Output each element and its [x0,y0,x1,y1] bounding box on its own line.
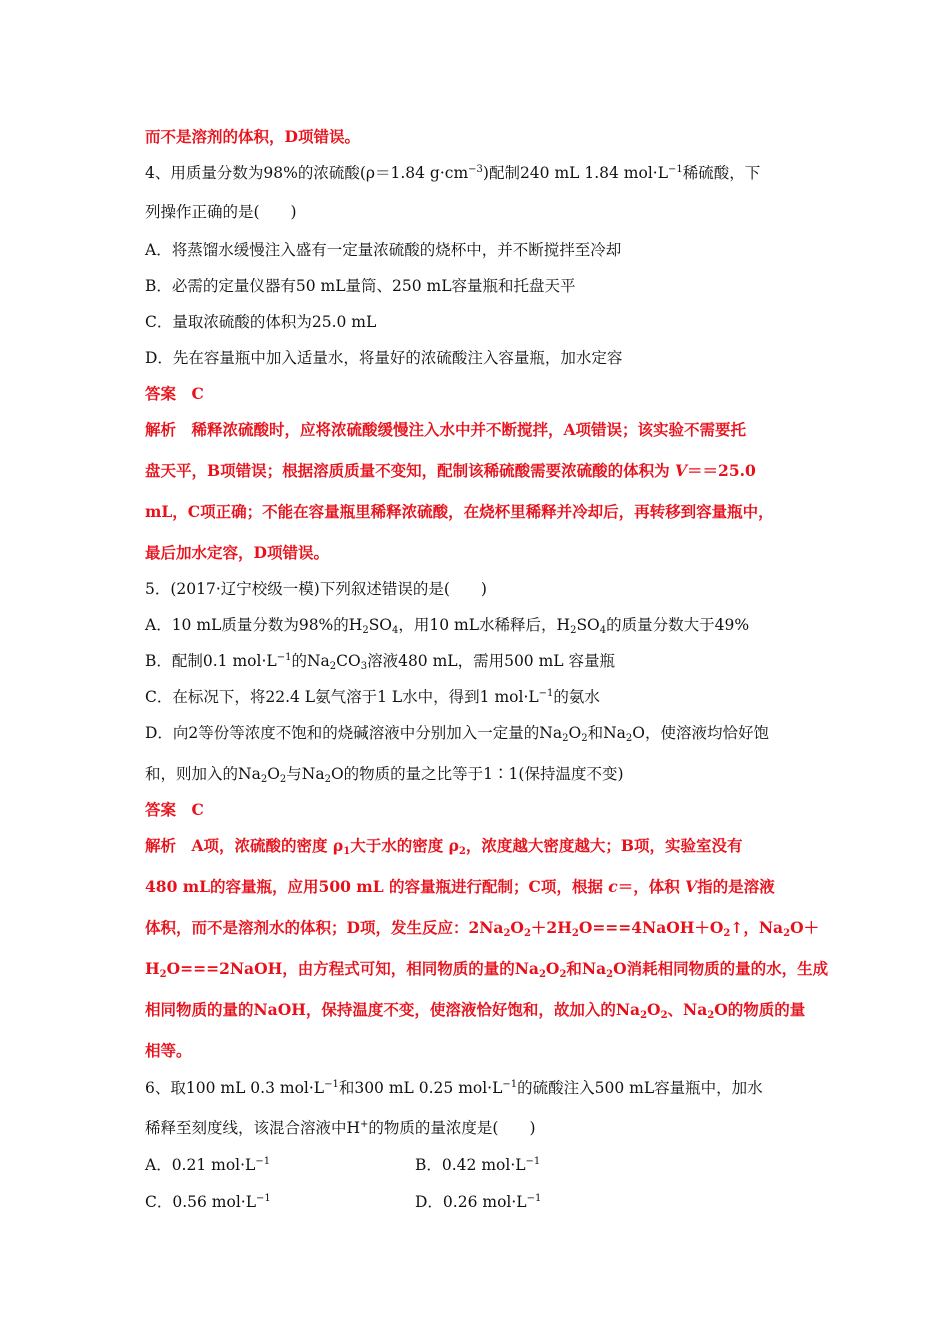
q4-option-c: C．量取浓硫酸的体积为25.0 mL [145,313,377,331]
q6-option-b: B．0.42 $mol\cdot L^{-1}$ [415,1156,541,1174]
q4-analysis-line3: mL，C项正确；不能在容量瓶里稀释浓硫酸，在烧杯里稀释并冷却后，再转移到容量瓶中， [145,502,774,521]
q6-option-d: D．0.26 $mol\cdot L^{-1}$ [415,1193,542,1211]
q4-option-b: B．必需的定量仪器有50 mL量筒、250 mL容量瓶和托盘天平 [145,277,576,295]
q4-analysis-line4: 最后加水定容，D项错误。 [145,543,329,562]
q5-analysis-line5: 相同物质的量的NaOH，保持温度不变，使溶液恰好饱和，故加入的$Na_2O_2$、$Na_2O$的物质的量 [145,1000,806,1021]
q6-stem-line2: 稀释至刻度线，该混合溶液中H+的物质的量浓度是( ) [145,1119,536,1137]
q4-analysis-line2: 盘天平，B项错误；根据溶质质量不变知，配制该稀硫酸需要浓硫酸的体积为 V＝＝25.0 [145,461,756,480]
q5-analysis-line6: 相等。 [145,1041,192,1060]
q5-analysis-line4: $H_2O===2NaOH$，由方程式可知，相同物质的量的$Na_2O_2$和$Na_2O$消耗相同物质的量的水，生成 [145,959,829,980]
q4-stem-line2: 列操作正确的是( ) [145,203,297,221]
q5-answer: 答案 C [145,800,204,819]
q5-stem: 5．(2017·辽宁校级一模)下列叙述错误的是( ) [145,580,487,598]
q5-option-c: C．在标况下，将22.4 L氨气溶于1 L水中，得到1 $mol\cdot L^{-1}$的氨水 [145,688,600,706]
q5-analysis-line1: 解析 A项，浓硫酸的密度 $\rho_1$大于水的密度 $\rho_2$，浓度越大密度越大；B项，实验室没有 [145,836,743,857]
q5-analysis-line3: 体积，而不是溶剂水的体积；D项，发生反应：$2Na_2O_2+2H_2O===4NaOH+O_2↑$，$Na_2O+$ [145,918,820,939]
q4-analysis-line1: 解析 稀释浓硫酸时，应将浓硫酸缓慢注入水中并不断搅拌，A项错误；该实验不需要托 [145,420,747,439]
q5-option-b: B．配制0.1 $mol\cdot L^{-1}$的$Na_2CO_3$溶液480 mL，需用500 mL 容量瓶 [145,652,616,672]
q6-option-c: C．0.56 $mol\cdot L^{-1}$ [145,1193,271,1211]
q4-answer: 答案 C [145,384,204,403]
q5-option-d-line2: 和，则加入的$Na_2O_2$与$Na_2O$的物质的量之比等于1∶1(保持温度不变) [145,765,624,785]
q4-stem-line1: 4、用质量分数为98%的浓硫酸(ρ＝1.84 $g\cdot cm^{-3}$)配制240 mL 1.84 $mol\cdot L^{-1}$稀硫酸，下 [145,164,761,182]
q4-option-d: D．先在容量瓶中加入适量水，将量好的浓硫酸注入容量瓶，加水定容 [145,349,623,367]
q6-option-a: A．0.21 $mol\cdot L^{-1}$ [145,1156,271,1174]
q5-option-a: A．10 mL质量分数为98%的$H_2SO_4$，用10 mL水稀释后，$H_2SO_4$的质量分数大于49% [145,616,750,636]
q5-analysis-line2: 480 mL的容量瓶，应用500 mL 的容量瓶进行配制；C项，根据 c＝，体积 V指的是溶液 [145,877,775,896]
q3-analysis-tail: 而不是溶剂的体积，D项错误。 [145,127,360,146]
q6-stem-line1: 6、取100 mL 0.3 $mol\cdot L^{-1}$和300 mL 0.25 $mol\cdot L^{-1}$的硫酸注入500 mL容量瓶中，加水 [145,1079,763,1097]
q4-option-a: A．将蒸馏水缓慢注入盛有一定量浓硫酸的烧杯中，并不断搅拌至冷却 [145,241,622,259]
q5-option-d-line1: D．向2等份等浓度不饱和的烧碱溶液中分别加入一定量的$Na_2O_2$和$Na_2O$，使溶液均恰好饱 [145,724,769,744]
